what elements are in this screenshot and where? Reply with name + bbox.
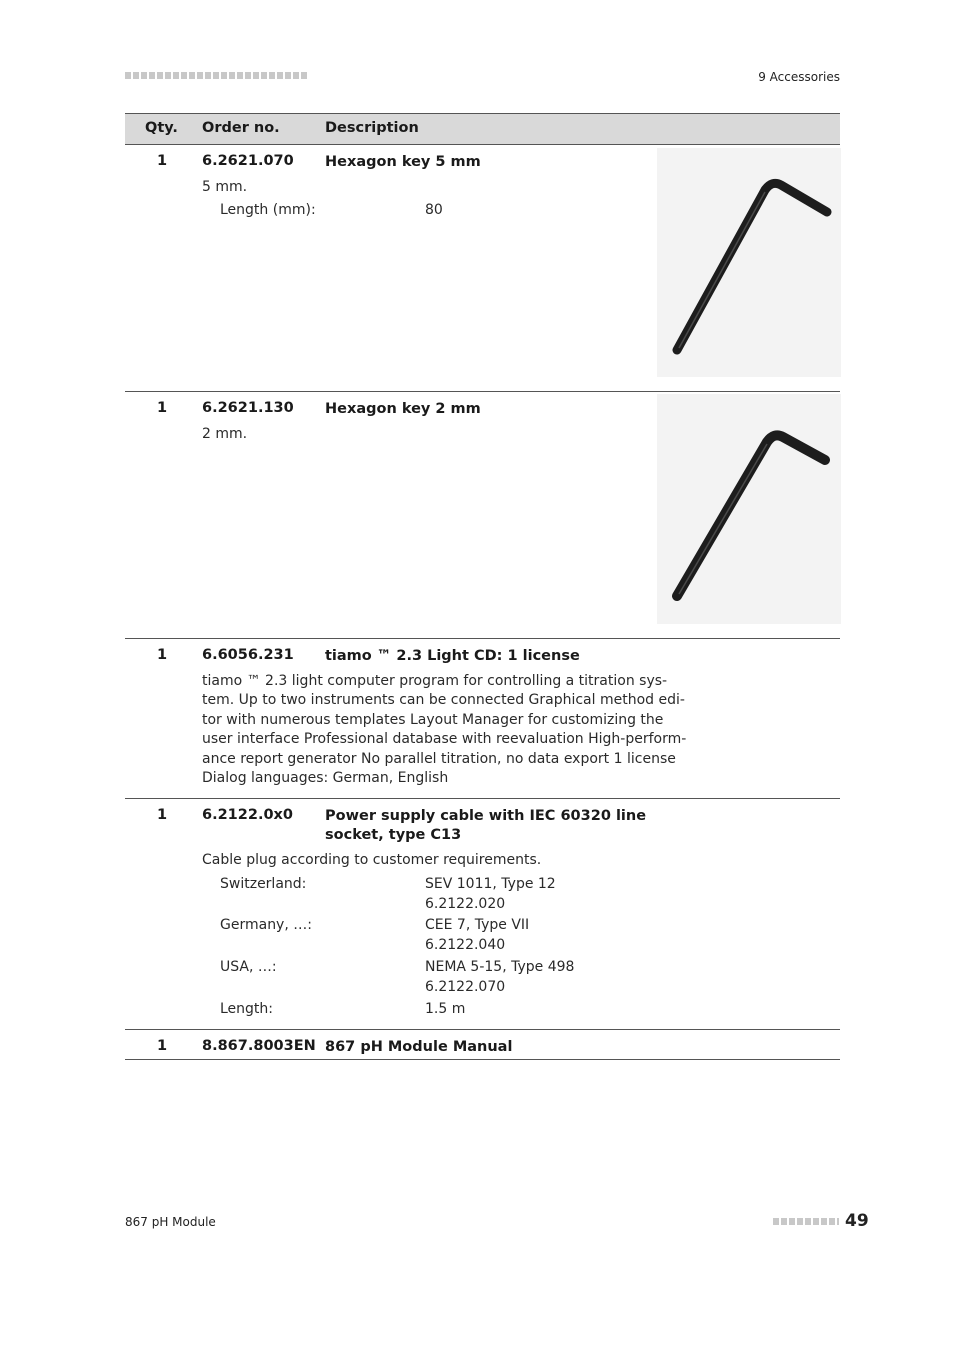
row-description <box>325 807 655 845</box>
row-qty: 1 <box>157 807 168 823</box>
prop-value-line: 6.2122.070 <box>425 978 506 995</box>
text-line: tem. Up to two instruments can be connected Graphical method edi- <box>202 692 685 709</box>
row-description: Hexagon key 2 mm <box>325 401 481 417</box>
prop-value <box>425 916 529 955</box>
column-header-order-no: Order no. <box>202 120 280 136</box>
row-qty: 1 <box>157 400 168 416</box>
row-order-no: 6.2122.0x0 <box>202 807 293 823</box>
prop-value: 80 <box>425 202 443 218</box>
row-qty: 1 <box>157 647 168 663</box>
description-line: Power supply cable with IEC 60320 line <box>325 808 647 824</box>
header-decoration <box>125 72 307 79</box>
prop-value-line: CEE 7, Type VII <box>425 917 530 933</box>
prop-key: Germany, …: <box>220 917 312 933</box>
prop-key: Length (mm): <box>220 202 316 218</box>
document-title: 867 pH Module <box>125 1215 216 1229</box>
prop-value-line: 6.2122.020 <box>425 895 506 912</box>
text-line: tiamo ™ 2.3 light computer program for controlling a titration sys- <box>202 673 668 689</box>
prop-key: Length: <box>220 1001 274 1017</box>
row-text: 5 mm. <box>202 179 248 195</box>
description-line: socket, type C13 <box>325 827 462 843</box>
table-header <box>125 113 840 145</box>
table-row <box>125 392 840 639</box>
footer-decoration <box>773 1218 839 1225</box>
prop-value-line: SEV 1011, Type 12 <box>425 876 556 892</box>
row-description: 867 pH Module Manual <box>325 1039 513 1055</box>
hexagon-key-image <box>657 394 841 624</box>
prop-key: Switzerland: <box>220 876 307 892</box>
row-qty: 1 <box>157 1038 168 1054</box>
row-order-no: 6.2621.130 <box>202 400 294 416</box>
row-order-no: 6.6056.231 <box>202 647 294 663</box>
prop-value-line: 6.2122.040 <box>425 936 506 953</box>
section-title: 9 Accessories <box>758 70 840 84</box>
row-text <box>202 672 686 788</box>
row-qty: 1 <box>157 153 168 169</box>
table-row <box>125 799 840 1030</box>
prop-value <box>425 958 574 997</box>
row-text: 2 mm. <box>202 426 248 442</box>
text-line: Dialog languages: German, English <box>202 770 449 787</box>
prop-value: 1.5 m <box>425 1001 466 1017</box>
text-line: tor with numerous templates Layout Manager for customizing the <box>202 711 664 728</box>
column-header-description: Description <box>325 120 419 136</box>
text-line: ance report generator No parallel titration, no data export 1 license <box>202 750 676 767</box>
row-order-no: 6.2621.070 <box>202 153 294 169</box>
row-description: tiamo ™ 2.3 Light CD: 1 license <box>325 648 580 664</box>
table-row <box>125 1030 840 1060</box>
prop-value-line: NEMA 5-15, Type 498 <box>425 959 575 975</box>
row-description: Hexagon key 5 mm <box>325 154 481 170</box>
row-text: Cable plug according to customer requirements. <box>202 852 542 868</box>
page-number: 49 <box>845 1211 869 1231</box>
prop-value <box>425 875 556 914</box>
table-row <box>125 145 840 392</box>
table-row <box>125 639 840 799</box>
prop-key: USA, …: <box>220 959 277 975</box>
text-line: user interface Professional database with reevaluation High-perform- <box>202 731 687 748</box>
hexagon-key-image <box>657 148 841 377</box>
row-order-no: 8.867.8003EN <box>202 1038 316 1054</box>
accessories-table <box>125 113 840 1060</box>
column-header-qty: Qty. <box>145 120 178 136</box>
